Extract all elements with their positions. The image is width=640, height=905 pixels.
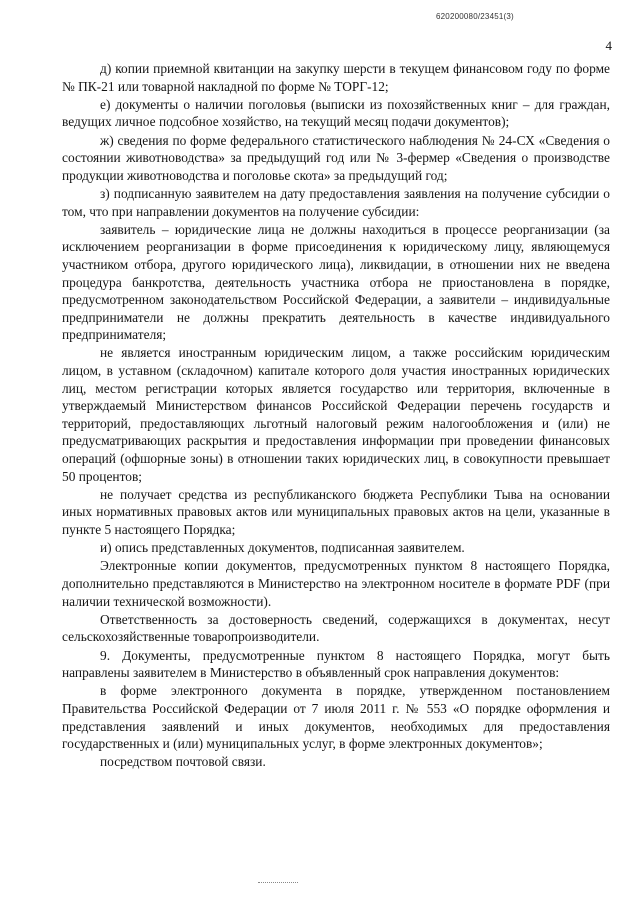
page-number: 4 — [605, 38, 612, 53]
footer-scan-mark — [258, 882, 298, 885]
paragraph-electronic-form: в форме электронного документа в порядке, утвержденном постановлением Правительства Российской Федерации от 7 июля 2011 г. № 553 «О порядке оформления и представления заявлений и иных документов, необходимых для предоставления государственных и (или) муниципальных услуг, в форме электронных документов»; — [62, 683, 610, 752]
paragraph-postal: посредством почтовой связи. — [100, 754, 266, 770]
paragraph-foreign-entity: не является иностранным юридическим лицом, а также российским юридическим лицом, в уставном (складочном) капитале которого доля участия иностранных юридических лиц, местом регистрации которых является государство или территория, включенные в утверждаемый Министерством финансов Российской Федерации перечень государств и территорий, предоставляющих льготный налоговый режим налогообложения и (или) не предусматривающих раскрытия и предоставления информации при проведении финансовых операций (офшорные зоны) в отношении таких юридических лиц, в совокупности превышает 50 процентов; — [62, 345, 610, 484]
paragraph-responsibility: Ответственность за достоверность сведений, содержащихся в документах, несут сельскохозяйственные товаропроизводители. — [62, 611, 610, 645]
paragraph-electronic-copies: Электронные копии документов, предусмотренных пунктом 8 настоящего Порядка, дополнительно представляются в Министерство на электронном носителе в формате PDF (при наличии технической возможности). — [62, 558, 610, 609]
paragraph-i: и) опись представленных документов, подписанная заявителем. — [100, 540, 465, 556]
paragraph-zh: ж) сведения по форме федерального статистического наблюдения № 24-СХ «Сведения о состоянии животноводства» за предыдущий год или № 3-фермер «Сведения о производстве продукции животноводства и поголовье скота» за предыдущий год; — [62, 132, 610, 183]
paragraph-9: 9. Документы, предусмотренные пунктом 8 настоящего Порядка, могут быть направлены заявителем в Министерство в объявленный срок направления документов: — [62, 647, 610, 681]
paragraph-z: з) подписанную заявителем на дату предоставления заявления на получение субсидии о том, что при направлении документов на получение субсидии: — [62, 185, 610, 219]
paragraph-applicant-reorganization: заявитель – юридические лица не должны находиться в процессе реорганизации (за исключением реорганизации в форме присоединения к юридическому лицу, являющемуся участником отбора, другого юридического лица), ликвидации, в отношении них не введена процедура банкротства, деятельность участника отбора не приостановлена в порядке, предусмотренном законодательством Российской Федерации, а заявители – индивидуальные предприниматели не должны прекратить деятельность в качестве индивидуального предпринимателя; — [62, 221, 610, 343]
document-body — [62, 60, 610, 771]
paragraph-d: д) копии приемной квитанции на закупку шерсти в текущем финансовом году по форме № ПК-21 или товарной накладной по форме № ТОРГ-12; — [62, 61, 610, 94]
paragraph-budget-funds: не получает средства из республиканского бюджета Республики Тыва на основании иных нормативных правовых актов или муниципальных правовых актов на цели, указанные в пункте 5 настоящего Порядка; — [62, 486, 610, 537]
document-id: 620200080/23451(3) — [436, 12, 514, 21]
paragraph-e: е) документы о наличии поголовья (выписки из похозяйственных книг – для граждан, ведущих личное подсобное хозяйство, на текущий месяц подачи документов); — [62, 96, 610, 130]
